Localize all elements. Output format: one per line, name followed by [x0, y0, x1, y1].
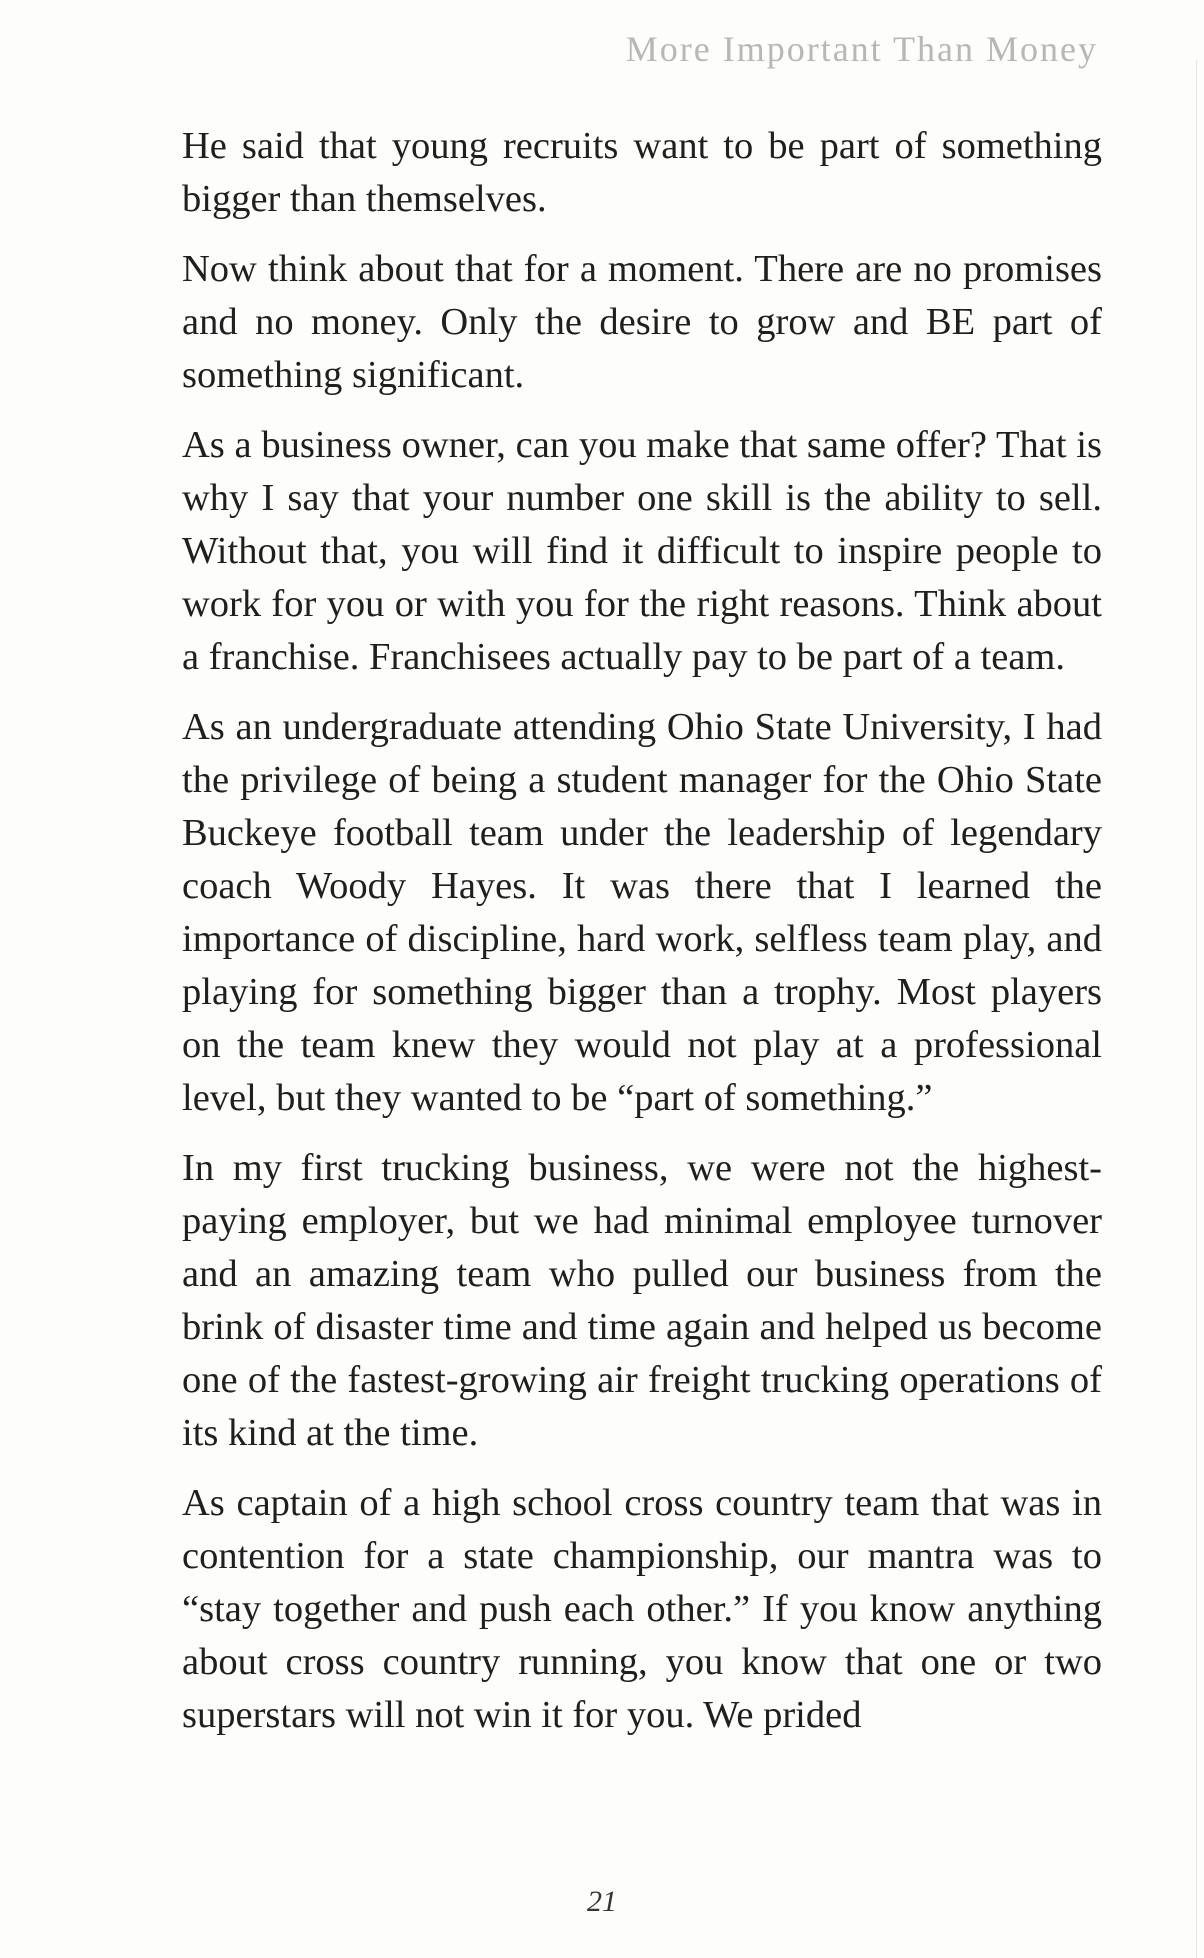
body-text	[182, 120, 1102, 1759]
paragraph-3: As a business owner, can you make that same offer? That is why I say that your number one skill is the ability to sell. Without that, you will find it difficult to inspire people to work for you or with you for the right reasons. Think about a franchise. Franchisees actually pay to be part of a team.	[182, 424, 1102, 678]
paragraph-4: As an undergraduate attending Ohio State University, I had the privilege of being a student manager for the Ohio State Buckeye football team under the leadership of legendary coach Woody Hayes. It was there that I learned the importance of discipline, hard work, selfless team play, and playing for something bigger than a trophy. Most players on the team knew they would not play at a professional level, but they wanted to be “part of something.”	[182, 706, 1102, 1119]
paragraph-6: As captain of a high school cross country team that was in contention for a state championship, our mantra was to “stay together and push each other.” If you know anything about cross country running, you know that one or two superstars will not win it for you. We prided	[182, 1482, 1102, 1736]
page-number: 21	[587, 1885, 617, 1918]
paragraph-1: He said that young recruits want to be part of something bigger than themselves.	[182, 125, 1102, 220]
paragraph-2: Now think about that for a moment. There are no promises and no money. Only the desire to grow and BE part of something significant.	[182, 248, 1102, 396]
scan-edge-line	[1196, 60, 1197, 1958]
paragraph-5: In my first trucking business, we were not the highest-paying employer, but we had minimal employee turnover and an amazing team who pulled our business from the brink of disaster time and time again and helped us become one of the fastest-growing air freight trucking operations of its kind at the time.	[182, 1147, 1102, 1454]
running-head: More Important Than Money	[625, 29, 1098, 69]
